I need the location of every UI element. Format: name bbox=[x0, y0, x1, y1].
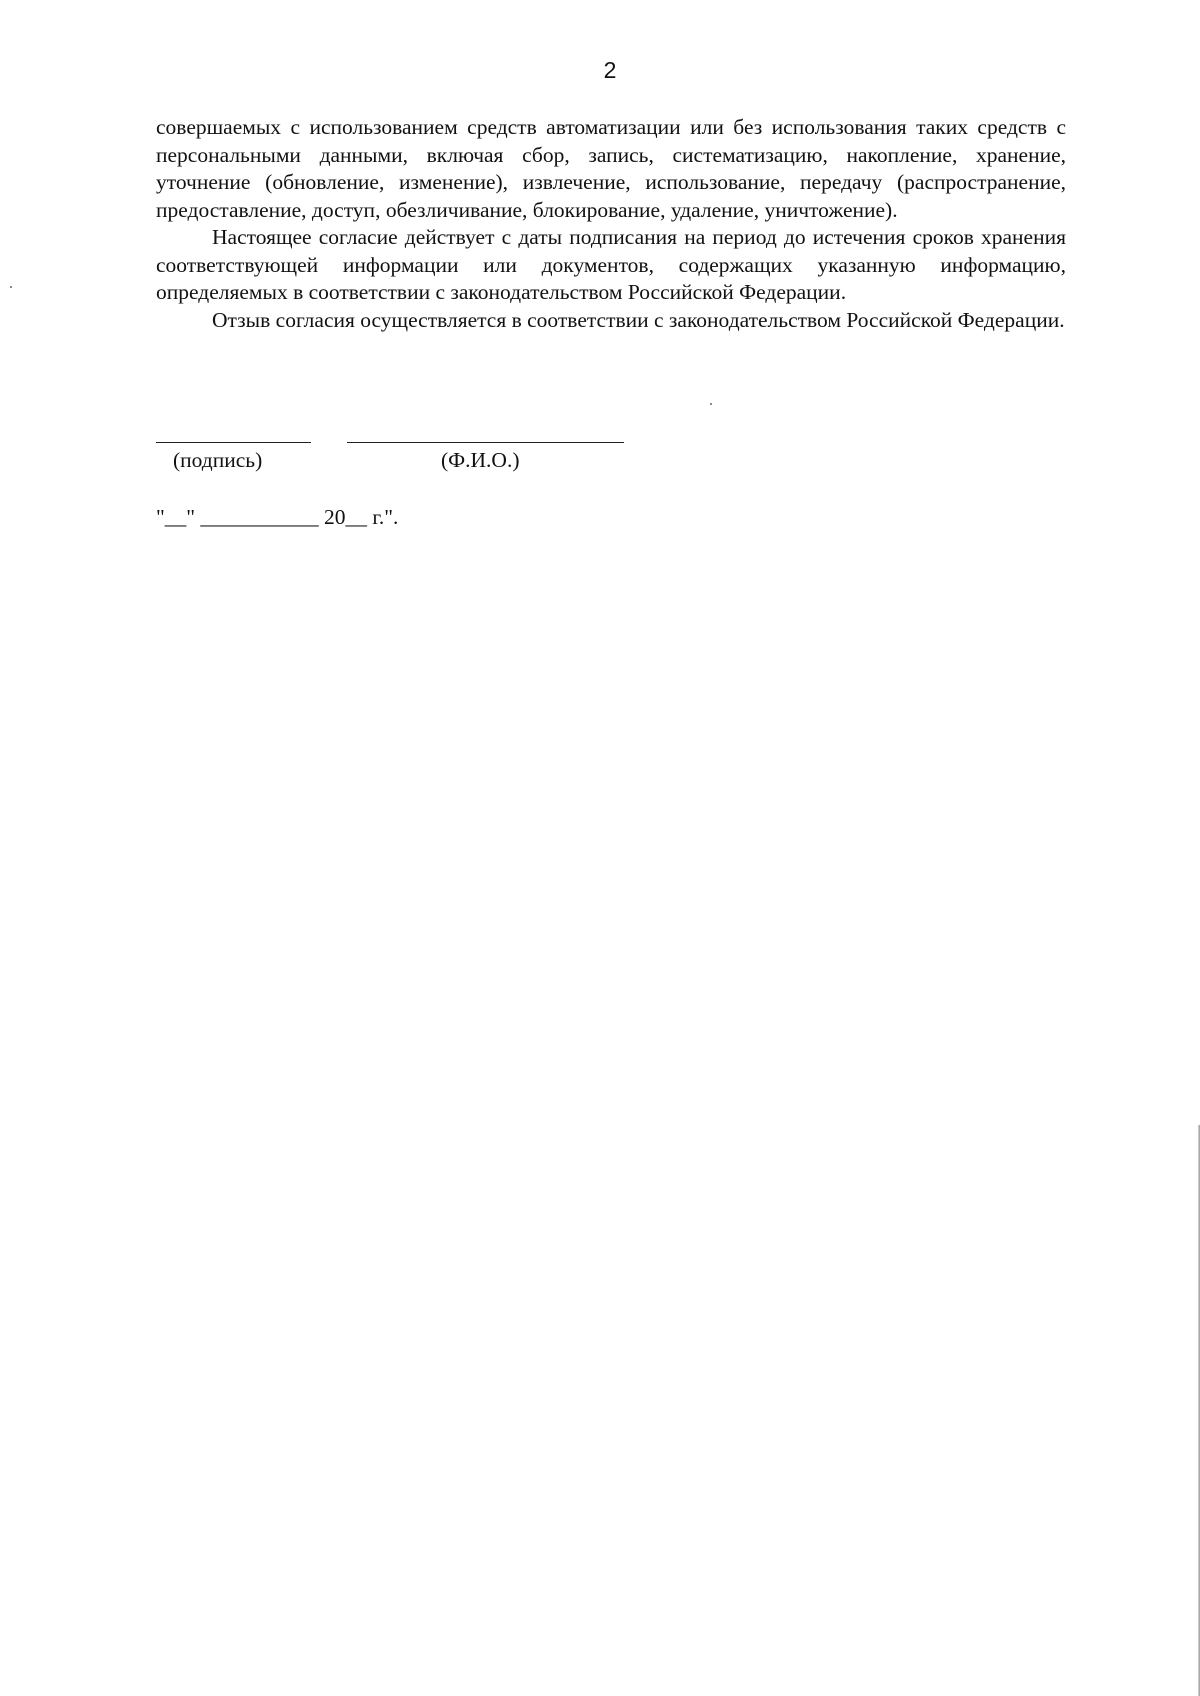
scan-speck bbox=[710, 403, 712, 405]
date-line: "__" ___________ 20__ г.". bbox=[156, 505, 399, 529]
scan-speck bbox=[10, 286, 12, 288]
paragraph-validity-period: Настоящее согласие действует с даты подписания на период до истечения сроков хранения соответствующей информации или документов, содержащих указанную информацию, определяемых в соответствии с законодательством Российской Федерации. bbox=[156, 225, 1066, 304]
paragraph-continuation: совершаемых с использованием средств автоматизации или без использования таких средств с персональными данными, включая сбор, запись, систематизацию, накопление, хранение, уточнение (обновление, изменение), извлечение, использование, передачу (распространение, предоставление, доступ, обезличивание, блокирование, удаление, уничтожение). bbox=[156, 115, 1066, 222]
full-name-line bbox=[347, 442, 624, 443]
signature-line bbox=[156, 442, 311, 443]
paragraph-revocation: Отзыв согласия осуществляется в соответствии с законодательством Российской Федерации. bbox=[212, 307, 1065, 332]
document-body bbox=[156, 114, 1066, 334]
signature-caption: (подпись) bbox=[173, 448, 263, 472]
full-name-caption: (Ф.И.О.) bbox=[441, 448, 520, 472]
page-number: 2 bbox=[603, 57, 617, 83]
